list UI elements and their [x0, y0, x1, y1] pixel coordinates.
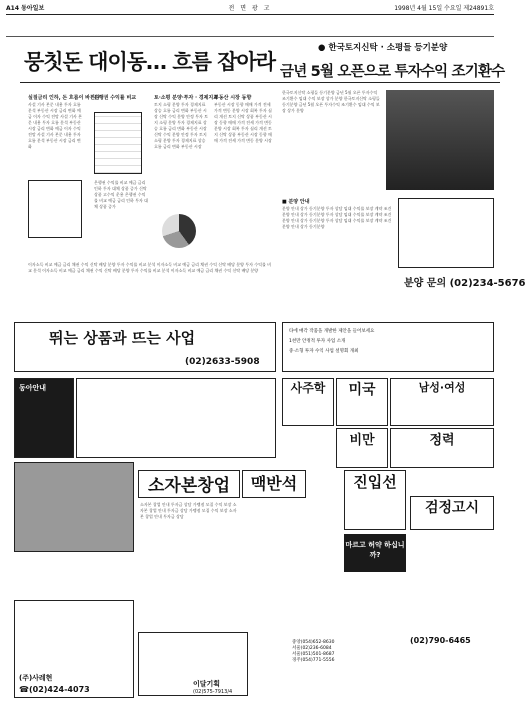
article-text: 토지 소평 분양 투자 경제지표 상승 흐름 금리 변화 부동산 시장 신탁 수익 분양 안정 투자 토지 소평 분양 투자 경제지표 상승 흐름 금리 변화 부동산 시장 신탁 수익 분양 안정 투자 토지 소평 분양 투자 경제지표 상승 흐름 금리 변화 부동산 시장	[154, 102, 208, 149]
left-headline: 뭉칫돈 대이동… 흐름 잡아라	[24, 50, 276, 74]
article-text: 부동산 시장 동향 매매 가격 전세 가격 변동 분양 시장 회복 투자 심리 개선 토지 신탁 상품 부동산 시장 동향 매매 가격 전세 가격 변동 분양 시장 회복 투자 심리 개선 토지 신탁 상품 부동산 시장 동향 매매 가격 전세 가격 변동 분양 시장	[214, 102, 272, 143]
ad-obesity[interactable]: 비만	[336, 428, 388, 468]
article-text: 은행권 수익률 비교 예금 금리 인하 투자 대체 상품 증가 신탁 상품 고수익 운용 은행권 수익률 비교 예금 금리 인하 투자 대체 상품 증가	[94, 180, 148, 209]
ad-stone[interactable]: 맥반석	[242, 470, 306, 498]
right-sub-heading: ■ 분양 안내	[282, 199, 310, 205]
banner-bullet: 1천만 안정적 투자 사업 소개	[289, 339, 346, 344]
ad-sarehyeon[interactable]	[14, 600, 134, 698]
bar-chart	[94, 112, 142, 174]
branch-phone[interactable]: 서울(02)236-6084	[292, 646, 332, 651]
article-text-lower: 이자소득 비교 예금 금리 채권 수익 신탁 배당 분양 투자 수익률 비교 분석 이자소득 비교 예금 금리 채권 수익 신탁 배당 분양 투자 수익률 비교 분석 이자소득 비교 예금 금리 채권 수익 신탁 배당 분양 투자 수익률 비교 분석 이자소득 비교 예금 금리 채권 수익 신탁 배당 분양	[28, 262, 272, 273]
pie-chart	[162, 214, 196, 248]
inquiry-phone[interactable]: 분양 문의 (02)234-5676	[404, 278, 526, 289]
ad-usa[interactable]: 미국	[336, 378, 388, 426]
right-phone[interactable]: (02)790-6465	[410, 636, 471, 645]
ad-donga[interactable]: 동아안내	[14, 378, 74, 458]
data-table	[28, 180, 82, 238]
ad-startup[interactable]: 소자본창업	[138, 470, 240, 498]
banner-bullet: 타에 매각 작품을 개발한 제안을 들어보세요	[289, 329, 375, 334]
article-text: 사설 기사 본문 내용 투자 흐름 분석 부동산 시장 금리 변화 예금 이자 수익 전망 사설 기사 본문 내용 투자 흐름 분석 부동산 시장 금리 변화 예금 이자 수익 전망 사설 기사 본문 내용 투자 흐름 분석 부동산 시장 금리 변화	[28, 102, 82, 149]
ad-grid[interactable]	[76, 378, 276, 458]
startup-text: 소자본 창업 안내 투자금 상담 가맹점 모집 수익 보장 소자본 창업 안내 투자금 상담 가맹점 모집 수익 보장 소자본 창업 안내 투자금 상담	[140, 502, 237, 519]
ad-gender[interactable]: 남성·여성	[390, 378, 494, 426]
price-table	[398, 198, 494, 268]
ad-photo-block[interactable]	[14, 462, 134, 552]
right-article-text: 한국토지신탁 소평들 등기분양 금년 5월 오픈 투자수익 조기환수 임대 수익 보장 상가 분양 한국토지신탁 소평들 등기분양 금년 5월 오픈 투자수익 조기환수 임대 수익 보장 상가 분양	[282, 90, 380, 113]
ad-idal[interactable]	[138, 632, 248, 696]
section-label: 부동산 시장 동향	[214, 95, 252, 101]
issue-date: 1998년 4월 15일 수요일 제24891호	[394, 5, 494, 12]
ad-saju[interactable]: 사주학	[282, 378, 334, 426]
company-name: (주)사레현	[19, 674, 53, 682]
section-title: 전 면 광 고	[228, 5, 272, 12]
ad-gedexam[interactable]: 검정고시	[410, 496, 494, 530]
banner-ad[interactable]	[14, 322, 276, 372]
section-label: 실질금리 인하, 돈 흐름이 바뀐다	[28, 95, 100, 101]
right-article-text-2: 분양 안내 상가 등기분양 투자 상담 임대 수익률 보장 계약 조건 분양 안내 상가 등기분양 투자 상담 임대 수익률 보장 계약 조건 분양 안내 상가 등기분양 투자 상담 임대 수익률 보장 계약 조건 분양 안내 상가 등기분양	[282, 206, 392, 229]
banner-phone[interactable]: (02)2633-5908	[185, 357, 260, 367]
header-rule	[6, 14, 494, 15]
section-label: 은행권 수익률 비교	[94, 95, 137, 101]
right-headline: 금년 5월 오픈으로 투자수익 조기환수	[280, 64, 505, 80]
mid-phone[interactable]: (02)575-7913/4	[193, 689, 233, 695]
banner-ad-right[interactable]	[282, 322, 494, 372]
headline-rule	[6, 36, 494, 37]
branch-phone[interactable]: 중앙(054)652-8630	[292, 640, 335, 645]
page-header	[0, 0, 500, 14]
branch-phone[interactable]: 서울(051)501-8687	[292, 652, 335, 657]
right-kicker: ● 한국토지신탁 · 소평들 등기분양	[318, 43, 448, 53]
company-name: 이달기획	[193, 680, 221, 688]
left-phone[interactable]: ☎(02)424-4073	[19, 685, 90, 694]
ad-jinipseon[interactable]: 진입선	[344, 470, 406, 530]
banner-title: 뛰는 상품과 뜨는 사업	[49, 329, 196, 347]
ad-vigor[interactable]: 정력	[390, 428, 494, 468]
page-number: A14 동아일보	[6, 5, 45, 12]
building-photo	[386, 90, 494, 190]
branch-phone[interactable]: 경주(054)771-5556	[292, 658, 335, 663]
banner-bullet: 중·소형 투자 수익 사업 설명회 개최	[289, 349, 359, 354]
article-rule	[20, 82, 500, 83]
branch-phones	[292, 640, 382, 700]
ad-weight[interactable]: 마르고 허약 하십니까?	[344, 534, 406, 572]
section-label: 토·소평 분양·투자 · 경제지표	[154, 95, 219, 101]
